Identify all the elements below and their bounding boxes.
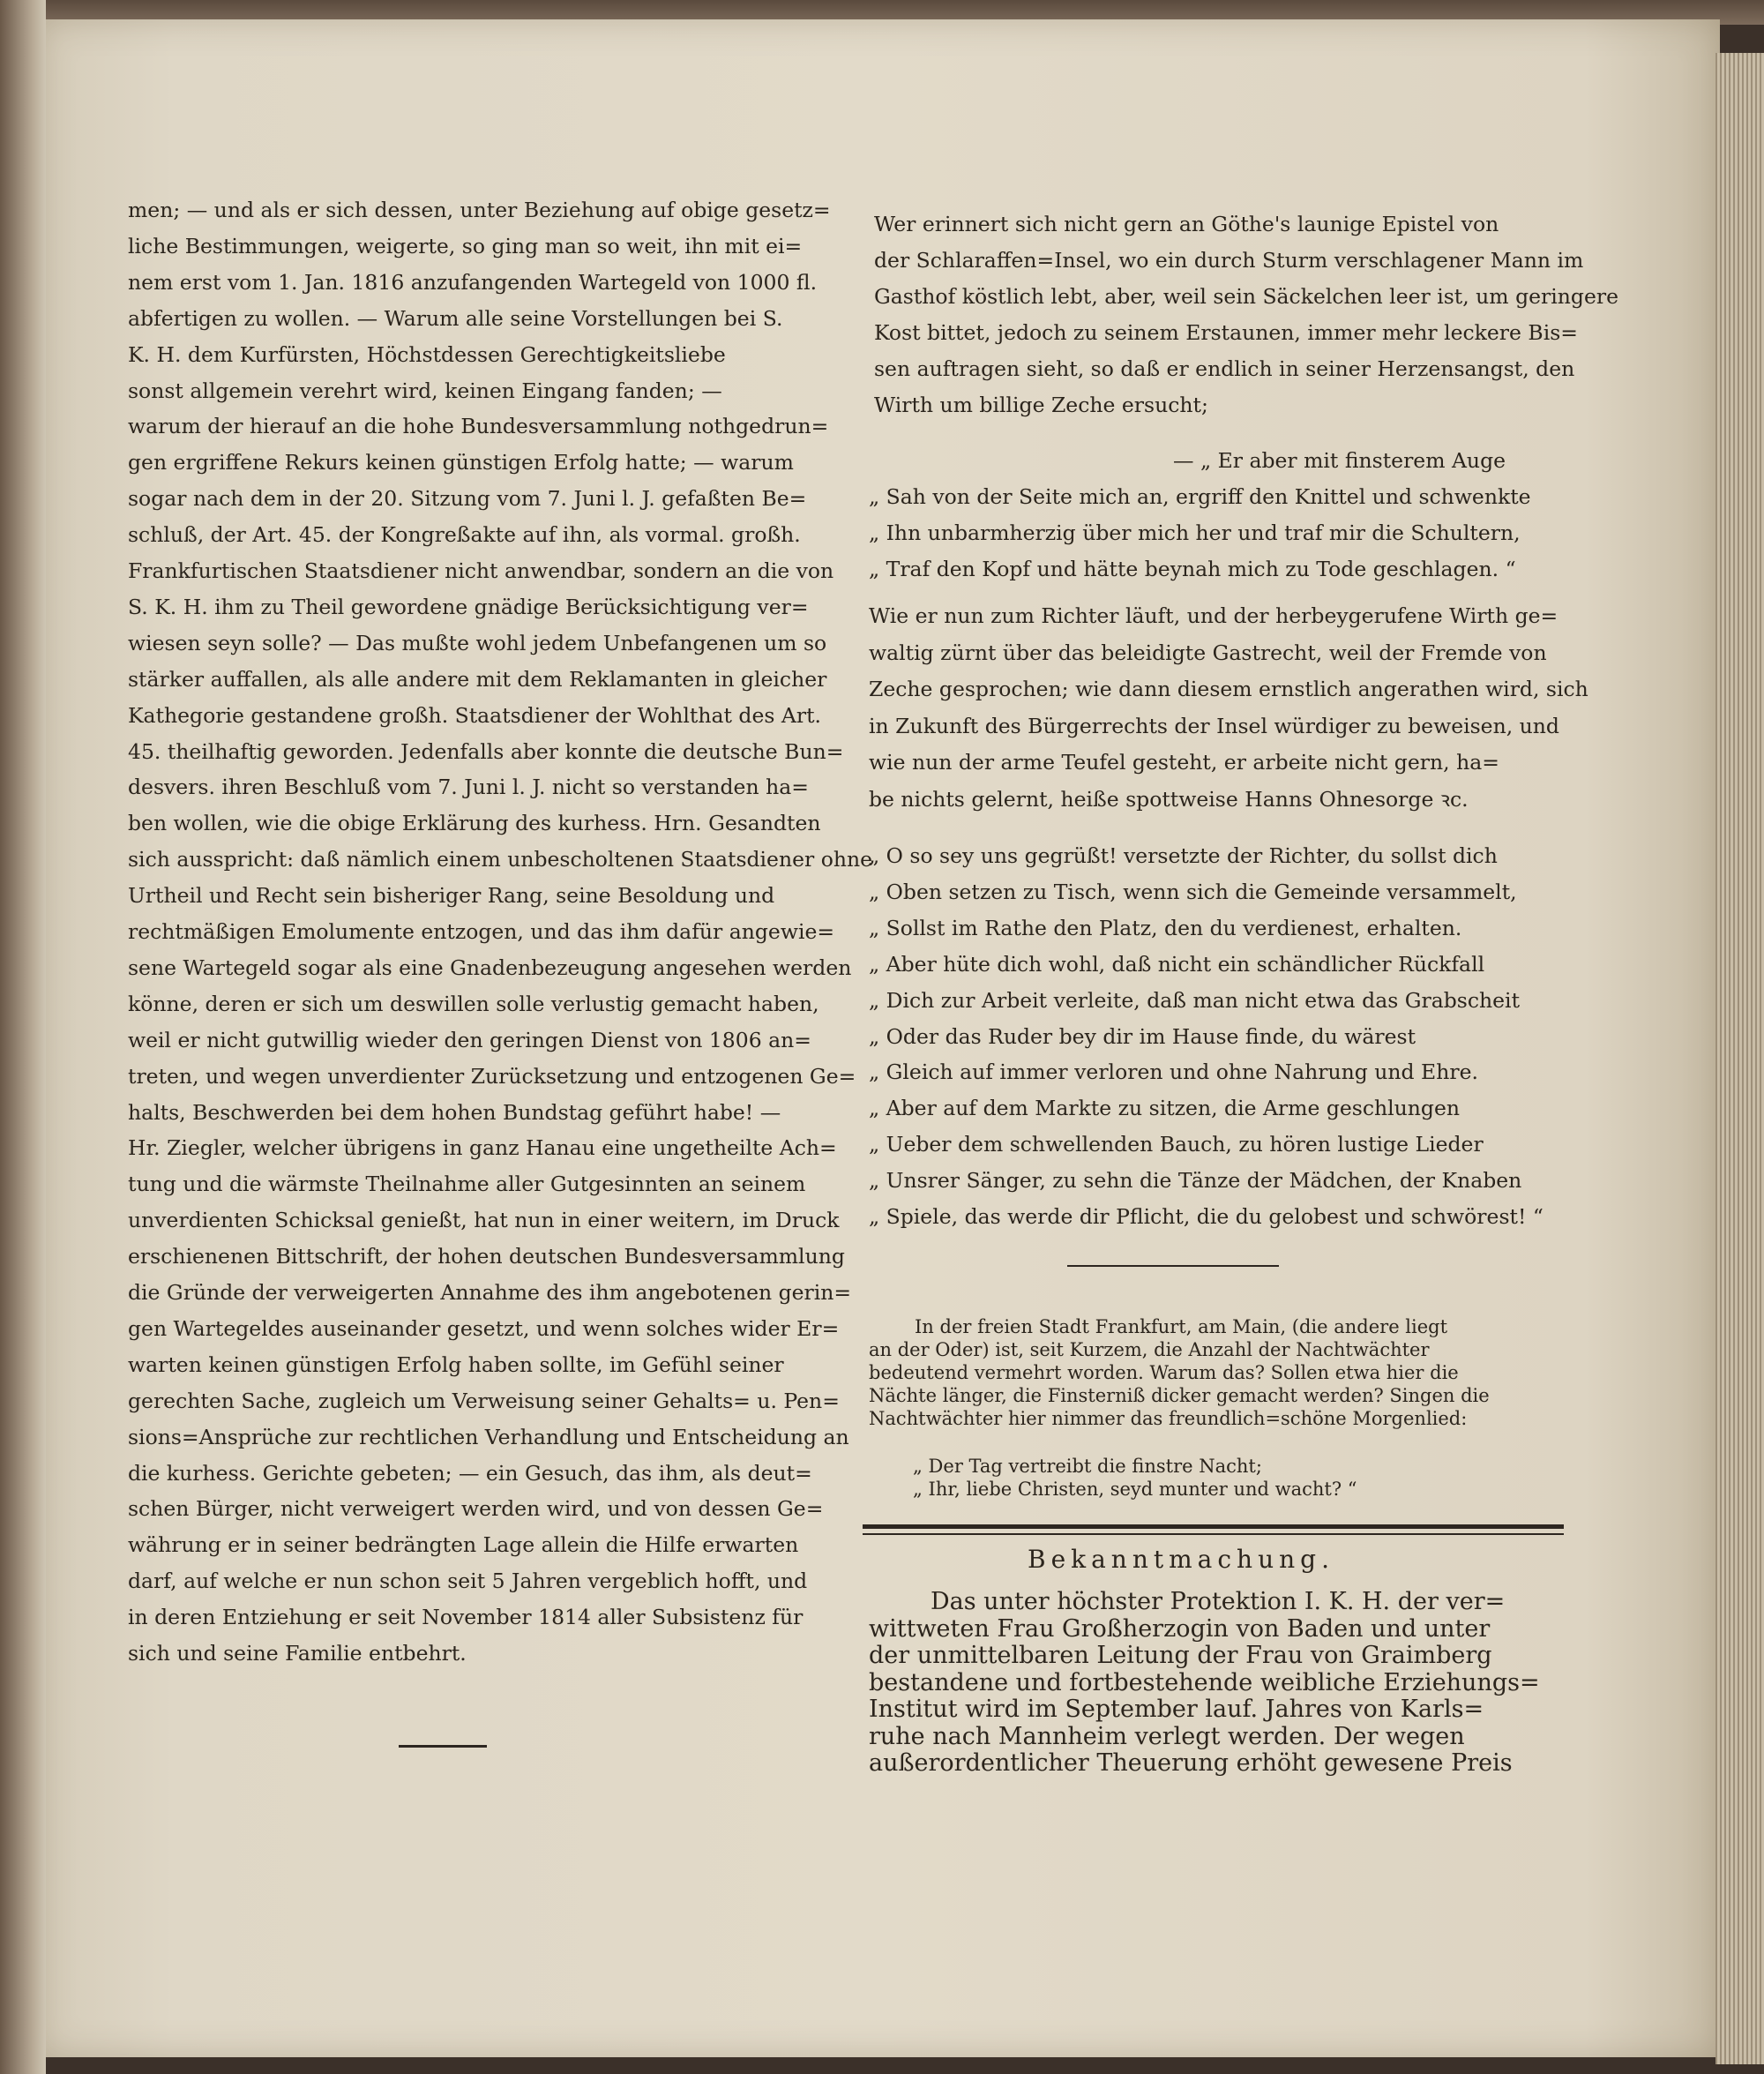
text-line: sen auftragen sieht, so daß er endlich in seiner Herzensangst, den: [874, 356, 1575, 381]
notice-divider: [1067, 1265, 1279, 1267]
text-line: waltig zürnt über das beleidigte Gastrecht, weil der Fremde von: [869, 640, 1547, 665]
verse-line: „ Sollst im Rathe den Platz, den du verdienest, erhalten.: [869, 915, 1462, 940]
verse-line: „ Aber hüte dich wohl, daß nicht ein schändlicher Rückfall: [869, 951, 1485, 977]
text-line: schluß, der Art. 45. der Kongreßakte auf ihn, als vormal. großh.: [128, 522, 801, 548]
text-line: halts, Beschwerden bei dem hohen Bundstag geführt habe! —: [128, 1099, 781, 1125]
text-line: wiesen seyn solle? — Das mußte wohl jedem Unbefangenen um so: [128, 630, 827, 655]
text-line: Kost bittet, jedoch zu seinem Erstaunen, immer mehr leckere Bis=: [874, 320, 1578, 345]
text-line: weil er nicht gutwillig wieder den geringen Dienst von 1806 an=: [128, 1027, 811, 1052]
text-line: der Schlaraffen=Insel, wo ein durch Sturm verschlagener Mann im: [874, 248, 1584, 273]
text-line: ben wollen, wie die obige Erklärung des kurhess. Hrn. Gesandten: [128, 811, 821, 836]
text-line: die Gründe der verweigerten Annahme des ihm angebotenen gerin=: [128, 1280, 852, 1305]
left-end-rule: [399, 1745, 487, 1748]
text-line: unverdienten Schicksal genießt, hat nun in einer weitern, im Druck: [128, 1208, 840, 1233]
text-line: sich ausspricht: daß nämlich einem unbescholtenen Staatsdiener ohne: [128, 847, 873, 872]
text-line: 45. theilhaftig geworden. Jedenfalls aber konnte die deutsche Bun=: [128, 738, 844, 764]
text-line: Wer erinnert sich nicht gern an Göthe's launige Epistel von: [874, 212, 1499, 236]
text-line: wie nun der arme Teufel gesteht, er arbeite nicht gern, ha=: [869, 750, 1499, 775]
verse-line: „ Ihn unbarmherzig über mich her und traf mir die Schultern,: [869, 520, 1521, 545]
text-line: sions=Ansprüche zur rechtlichen Verhandlung und Entscheidung an: [128, 1424, 849, 1449]
text-line: Wirth um billige Zeche ersucht;: [874, 393, 1208, 417]
text-line: erschienenen Bittschrift, der hohen deutschen Bundesversammlung: [128, 1244, 845, 1269]
text-line: Gasthof köstlich lebt, aber, weil sein Säckelchen leer ist, um geringere: [874, 284, 1618, 309]
text-line: S. K. H. ihm zu Theil gewordene gnädige Berücksichtigung ver=: [128, 594, 809, 619]
text-line: gen Wartegeldes auseinander gesetzt, und wenn solches wider Er=: [128, 1315, 840, 1341]
text-line: warten keinen günstigen Erfolg haben sollte, im Gefühl seiner: [128, 1351, 784, 1377]
text-line: tung und die wärmste Theilnahme aller Gutgesinnten an seinem: [128, 1172, 806, 1197]
verse-line: „ Oder das Ruder bey dir im Hause finde, du wärest: [869, 1023, 1416, 1049]
text-line: K. H. dem Kurfürsten, Höchstdessen Gerechtigkeitsliebe: [128, 341, 726, 367]
text-line: schen Bürger, nicht verweigert werden wird, und von dessen Ge=: [128, 1496, 824, 1522]
notice-line: Nächte länger, die Finsterniß dicker gemacht werden? Singen die: [869, 1385, 1490, 1406]
text-line: sogar nach dem in der 20. Sitzung vom 7. Juni l. J. gefaßten Be=: [128, 486, 807, 512]
text-line: desvers. ihren Beschluß vom 7. Juni l. J. nicht so verstanden ha=: [128, 775, 809, 800]
announcement-line: ruhe nach Mannheim verlegt werden. Der wegen: [869, 1722, 1465, 1750]
verse-line: „ O so sey uns gegrüßt! versetzte der Richter, du sollst dich: [869, 843, 1498, 868]
text-line: sich und seine Familie entbehrt.: [128, 1641, 467, 1666]
text-line: abfertigen zu wollen. — Warum alle seine Vorstellungen bei S.: [128, 305, 783, 331]
song-line: „ Ihr, liebe Christen, seyd munter und wacht? “: [913, 1479, 1357, 1500]
text-line: Wie er nun zum Richter läuft, und der herbeygerufene Wirth ge=: [869, 603, 1558, 628]
text-line: stärker auffallen, als alle andere mit dem Reklamanten in gleicher: [128, 666, 827, 692]
song-line: „ Der Tag vertreibt die finstre Nacht;: [913, 1456, 1262, 1477]
text-line: sene Wartegeld sogar als eine Gnadenbezeugung angesehen werden: [128, 955, 852, 980]
text-line: währung er in seiner bedrängten Lage allein die Hilfe erwarten: [128, 1532, 799, 1558]
text-line: Frankfurtischen Staatsdiener nicht anwendbar, sondern an die von: [128, 558, 834, 583]
text-line: Zeche gesprochen; wie dann diesem ernstlich angerathen wird, sich: [869, 677, 1588, 701]
text-line: darf, auf welche er nun schon seit 5 Jahren vergeblich hofft, und: [128, 1569, 808, 1594]
notice-line: an der Oder) ist, seit Kurzem, die Anzahl der Nachtwächter: [869, 1339, 1430, 1360]
verse-line: „ Spiele, das werde dir Pflicht, die du gelobest und schwörest! “: [869, 1204, 1544, 1229]
verse-line: „ Traf den Kopf und hätte beynah mich zu Tode geschlagen. “: [869, 557, 1516, 581]
text-line: die kurhess. Gerichte gebeten; — ein Gesuch, das ihm, als deut=: [128, 1460, 812, 1486]
text-line: gerechten Sache, zugleich um Verweisung seiner Gehalts= u. Pen=: [128, 1388, 840, 1413]
book-gutter: [0, 0, 46, 2074]
announcement-line: außerordentlicher Theuerung erhöht gewesene Preis: [869, 1749, 1513, 1777]
text-line: gen ergriffene Rekurs keinen günstigen Erfolg hatte; — warum: [128, 450, 794, 475]
notice-line: In der freien Stadt Frankfurt, am Main, (die andere liegt: [915, 1316, 1448, 1337]
verse-line: „ Aber auf dem Markte zu sitzen, die Arme geschlungen: [869, 1096, 1461, 1121]
verse-line: „ Gleich auf immer verloren und ohne Nahrung und Ehre.: [869, 1059, 1478, 1085]
verse-line: „ Dich zur Arbeit verleite, daß man nicht etwa das Grabscheit: [869, 987, 1521, 1013]
announcement-rule-thin: [863, 1533, 1564, 1535]
text-line: men; — und als er sich dessen, unter Beziehung auf obige gesetz=: [128, 198, 831, 222]
text-line: Urtheil und Recht sein bisheriger Rang, seine Besoldung und: [128, 883, 775, 909]
text-line: nem erst vom 1. Jan. 1816 anzufangenden Wartegeld von 1000 fl.: [128, 269, 818, 295]
announcement-line: bestandene und fortbestehende weibliche Erziehungs=: [869, 1668, 1540, 1696]
announcement-line: der unmittelbaren Leitung der Frau von Graimberg: [869, 1642, 1492, 1669]
text-line: warum der hierauf an die hohe Bundesversammlung nothgedrun=: [128, 414, 829, 439]
announcement-line: wittweten Frau Großherzogin von Baden und unter: [869, 1614, 1491, 1643]
text-line: rechtmäßigen Emolumente entzogen, und das ihm dafür angewie=: [128, 919, 835, 944]
text-line: liche Bestimmungen, weigerte, so ging man so weit, ihn mit ei=: [128, 233, 803, 258]
notice-line: Nachtwächter hier nimmer das freundlich=schöne Morgenlied:: [869, 1408, 1468, 1429]
text-line: Hr. Ziegler, welcher übrigens in ganz Hanau eine ungetheilte Ach=: [128, 1135, 837, 1161]
announcement-line: Institut wird im September lauf. Jahres von Karls=: [869, 1696, 1484, 1723]
book-fore-edge: [1715, 53, 1764, 2064]
text-line: in Zukunft des Bürgerrechts der Insel würdiger zu beweisen, und: [869, 713, 1559, 738]
announcement-rule-thick: [863, 1524, 1564, 1529]
notice-line: bedeutend vermehrt worden. Warum das? Sollen etwa hier die: [869, 1362, 1459, 1383]
text-line: könne, deren er sich um deswillen solle verlustig gemacht haben,: [128, 991, 819, 1016]
verse-line: „ Unsrer Sänger, zu sehn die Tänze der Mädchen, der Knaben: [869, 1168, 1522, 1194]
announcement-title: Bekanntmachung.: [1028, 1545, 1334, 1574]
verse-line: „ Oben setzen zu Tisch, wenn sich die Gemeinde versammelt,: [869, 879, 1517, 904]
verse-line: „ Sah von der Seite mich an, ergriff den Knittel und schwenkte: [869, 484, 1531, 509]
announcement-line: Das unter höchster Protektion I. K. H. der ver=: [931, 1588, 1506, 1615]
text-line: in deren Entziehung er seit November 1814 aller Subsistenz für: [128, 1605, 804, 1630]
verse-line: — „ Er aber mit finsterem Auge: [1173, 448, 1506, 473]
text-line: treten, und wegen unverdienter Zurücksetzung und entzogenen Ge=: [128, 1063, 856, 1089]
text-line: sonst allgemein verehrt wird, keinen Eingang fanden; —: [128, 378, 722, 403]
verse-line: „ Ueber dem schwellenden Bauch, zu hören lustige Lieder: [869, 1132, 1484, 1157]
text-line: be nichts gelernt, heiße spottweise Hanns Ohnesorge ꝛc.: [869, 786, 1469, 812]
text-line: Kathegorie gestandene großh. Staatsdiener der Wohlthat des Art.: [128, 702, 822, 728]
